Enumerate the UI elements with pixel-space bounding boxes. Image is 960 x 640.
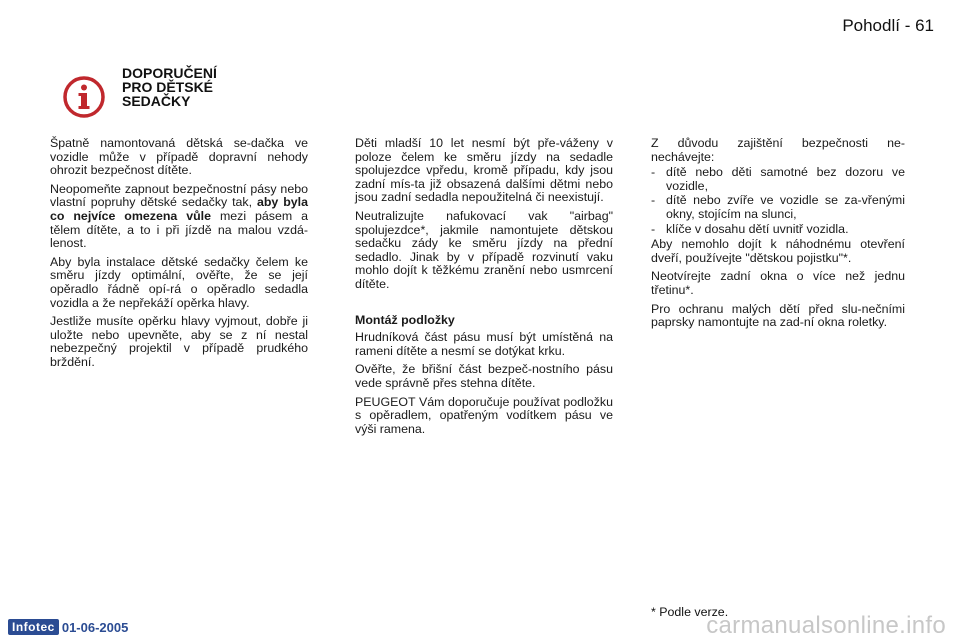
text-column-2: [355, 137, 613, 441]
section-heading: Montáž podložky: [355, 312, 455, 327]
text-column-1: [50, 137, 308, 375]
paragraph: Aby byla instalace dětské sedačky čelem ke směru jízdy optimální, ověřte, že se její opěradlo řádně opí-rá o opěradlo sedadla vozidla a že nepřekáží opěrka hlavy.: [50, 254, 308, 310]
paragraph: Hrudníková část pásu musí být umístěná na rameni dítěte a nesmí se dotýkat krku.: [355, 330, 613, 358]
info-icon: [62, 75, 106, 119]
paragraph: PEUGEOT Vám doporučuje používat podložku s opěradlem, opatřeným vodítkem pásu ve výši ramena.: [355, 394, 613, 436]
paragraph: Jestliže musíte opěrku hlavy vyjmout, dobře ji uložte nebo upevněte, aby se z ní nestal nebezpečný projektil v případě prudkého brždění.: [50, 314, 308, 369]
list-item: - dítě nebo děti samotné bez dozoru ve vozidle,: [651, 166, 905, 193]
bullet-list: [651, 166, 905, 236]
watermark: carmanualsonline.info: [706, 612, 946, 639]
list-item: - klíče v dosahu dětí uvnitř vozidla.: [651, 223, 905, 237]
warning-title: [122, 66, 217, 108]
paragraph: Špatně namontovaná dětská se-dačka ve vozidle může v případě dopravní nehody ohrozit bezpečnost dítěte.: [50, 136, 308, 178]
text-span: Neopomeňte zapnout bezpečnostní pásy nebo vlastní popruhy dětské sedačky tak,: [50, 181, 308, 210]
paragraph: Děti mladší 10 let nesmí být pře-váženy v poloze čelem ke směru jízdy na sedadle spolujezdce vpředu, kromě případu, kdy jsou zadní mís-ta již obsazená dalšími dětmi nebo jsou zadní sedadla nepoužitelná či neexistují.: [355, 136, 613, 205]
footnote: * Podle verze.: [651, 605, 729, 619]
warning-title-line: DOPORUČENÍ: [122, 65, 217, 81]
bold-text: aby byla co nejvíce omezena vůle: [50, 195, 309, 223]
paragraph: Aby nemohlo dojít k náhodnému otevření dveří, používejte "dětskou pojistku"*.: [651, 237, 905, 265]
paragraph: [50, 183, 308, 251]
warning-title-line: SEDAČKY: [122, 93, 191, 109]
warning-title-line: PRO DĚTSKÉ: [122, 79, 214, 95]
paragraph: Neutralizujte nafukovací vak "airbag" spolujezdce*, jakmile namontujete dětskou sedačku zády ke směru jízdy na přední sedadlo. Jinak by v případě rozvinutí vaku mohlo dojít k těžkému zranění nebo usmrcení dítěte.: [355, 208, 613, 291]
text-span: mezi pásem a tělem dítěte, a to i při jízdě na malou vzdá-lenost.: [50, 208, 308, 251]
infotec-logo: Infotec: [8, 619, 59, 635]
paragraph: Ověřte, že břišní část bezpeč-nostního pásu vede správně přes stehna dítěte.: [355, 362, 613, 390]
paragraph: Z důvodu zajištění bezpečnosti ne-nechávejte:: [651, 136, 905, 164]
footer: [8, 619, 128, 635]
page-label: Pohodlí - 61: [842, 16, 934, 35]
text-column-3: [651, 137, 905, 335]
page-header: [842, 16, 934, 36]
footer-date: 01-06-2005: [61, 619, 129, 635]
list-item: - dítě nebo zvíře ve vozidle se za-vřenými okny, stojícím na slunci,: [651, 194, 905, 221]
paragraph: Neotvírejte zadní okna o více než jednu třetinu*.: [651, 269, 905, 297]
paragraph: Pro ochranu malých dětí před slu-nečními paprsky namontujte na zad-ní okna roletky.: [651, 301, 905, 330]
